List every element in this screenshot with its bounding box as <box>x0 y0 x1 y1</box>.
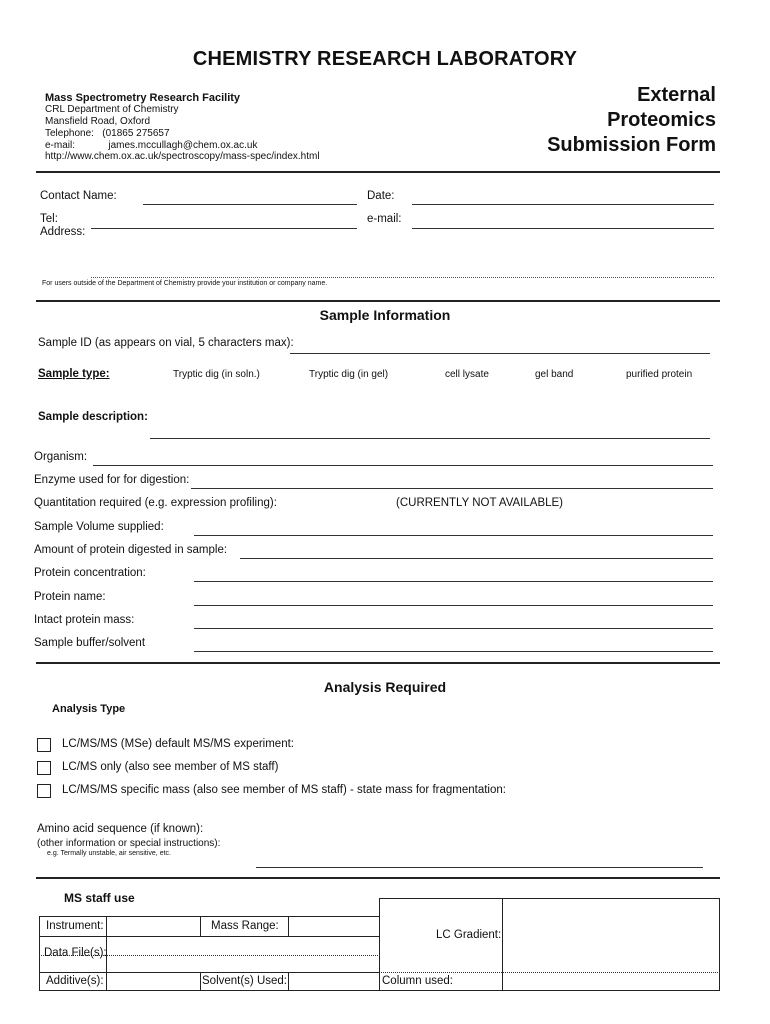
telephone-line: Telephone: (01865 275657 <box>45 128 170 139</box>
date-label: Date: <box>367 190 395 202</box>
other-info-label: (other information or special instructions): <box>37 838 221 849</box>
form-title <box>547 83 716 158</box>
address-line-2: Mansfield Road, Oxford <box>45 116 151 127</box>
sample-type-option[interactable]: purified protein <box>626 369 693 380</box>
analysis-title: Analysis Required <box>323 679 447 695</box>
divider <box>502 972 503 991</box>
divider <box>36 662 720 664</box>
contact-name-label: Contact Name: <box>40 190 117 202</box>
lc-gradient-label: LC Gradient: <box>436 929 502 941</box>
intact-mass-field[interactable] <box>194 628 713 629</box>
form-title-line-1: External <box>637 84 716 106</box>
protein-amount-field[interactable] <box>240 558 713 559</box>
divider <box>39 936 380 937</box>
quantitation-note: (CURRENTLY NOT AVAILABLE) <box>396 497 564 509</box>
protein-name-field[interactable] <box>194 605 713 606</box>
additives-label: Additive(s): <box>46 975 104 987</box>
date-field[interactable] <box>412 204 714 205</box>
sample-volume-label: Sample Volume supplied: <box>34 521 164 533</box>
divider <box>36 171 720 173</box>
organism-field[interactable] <box>93 465 713 466</box>
data-files-label: Data File(s): <box>44 947 107 959</box>
divider <box>200 972 201 991</box>
sample-type-option[interactable]: Tryptic dig (in soln.) <box>173 369 260 380</box>
facility-name: Mass Spectrometry Research Facility <box>45 92 241 104</box>
website-line: http://www.chem.ox.ac.uk/spectroscopy/mass-spec/index.html <box>45 151 320 162</box>
email-label: e-mail: <box>367 213 402 225</box>
intact-mass-label: Intact protein mass: <box>34 614 135 626</box>
analysis-option-label: LC/MS only (also see member of MS staff) <box>62 761 279 773</box>
enzyme-label: Enzyme used for for digestion: <box>34 474 190 486</box>
special-instructions-field[interactable] <box>256 867 703 868</box>
analysis-type-label: Analysis Type <box>52 703 126 715</box>
divider <box>502 898 503 973</box>
address-note: For users outside of the Department of Chemistry provide your institution or company name. <box>42 280 328 287</box>
email-field[interactable] <box>412 228 714 229</box>
divider <box>106 972 107 991</box>
solvents-label: Solvent(s) Used: <box>202 975 288 987</box>
protein-concentration-field[interactable] <box>194 581 713 582</box>
divider <box>36 877 720 879</box>
checkbox[interactable] <box>37 784 51 798</box>
mass-range-label: Mass Range: <box>211 920 279 932</box>
contact-name-field[interactable] <box>143 204 357 205</box>
tel-field[interactable] <box>91 228 357 229</box>
instrument-label: Instrument: <box>46 920 104 932</box>
analysis-option-label: LC/MS/MS (MSe) default MS/MS experiment: <box>62 738 294 750</box>
divider <box>39 972 380 973</box>
sample-type-option[interactable]: gel band <box>535 369 574 380</box>
page-title: CHEMISTRY RESEARCH LABORATORY <box>192 48 578 70</box>
sample-id-label: Sample ID (as appears on vial, 5 characters max): <box>38 337 294 349</box>
sample-type-option[interactable]: cell lysate <box>445 369 489 380</box>
organism-label: Organism: <box>34 451 88 463</box>
address-field[interactable] <box>91 277 714 278</box>
protein-concentration-label: Protein concentration: <box>34 567 146 579</box>
email-line: e-mail: james.mccullagh@chem.ox.ac.uk <box>45 140 258 151</box>
checkbox[interactable] <box>37 738 51 752</box>
divider <box>288 972 289 991</box>
address-label: Address: <box>40 226 86 238</box>
sample-info-title: Sample Information <box>319 307 451 323</box>
sample-type-option[interactable]: Tryptic dig (in gel) <box>309 369 389 380</box>
sample-buffer-label: Sample buffer/solvent <box>34 637 146 649</box>
tel-label: Tel: <box>40 213 58 225</box>
divider <box>379 972 720 973</box>
divider <box>200 916 201 936</box>
sample-type-label: Sample type: <box>38 368 110 380</box>
protein-amount-label: Amount of protein digested in sample: <box>34 544 228 556</box>
sample-volume-field[interactable] <box>194 535 713 536</box>
sample-description-field[interactable] <box>150 438 710 439</box>
divider <box>288 916 289 936</box>
enzyme-field[interactable] <box>191 488 713 489</box>
form-title-line-2: Proteomics <box>607 109 716 131</box>
amino-acid-label: Amino acid sequence (if known): <box>37 823 204 835</box>
quantitation-label: Quantitation required (e.g. expression profiling): <box>34 497 277 509</box>
checkbox[interactable] <box>37 761 51 775</box>
staff-use-title: MS staff use <box>64 891 135 905</box>
protein-name-label: Protein name: <box>34 591 106 603</box>
example-note: e.g. Termally unstable, air sensitive, etc. <box>47 850 171 857</box>
sample-id-field[interactable] <box>290 353 710 354</box>
sample-description-label: Sample description: <box>38 411 148 423</box>
column-used-label: Column used: <box>382 975 453 987</box>
analysis-option-label: LC/MS/MS specific mass (also see member of MS staff) - state mass for fragmentation: <box>62 784 506 796</box>
sample-buffer-field[interactable] <box>194 651 713 652</box>
divider <box>106 916 107 936</box>
divider <box>36 300 720 302</box>
form-title-line-3: Submission Form <box>547 134 716 156</box>
address-line-1: CRL Department of Chemistry <box>45 104 179 115</box>
